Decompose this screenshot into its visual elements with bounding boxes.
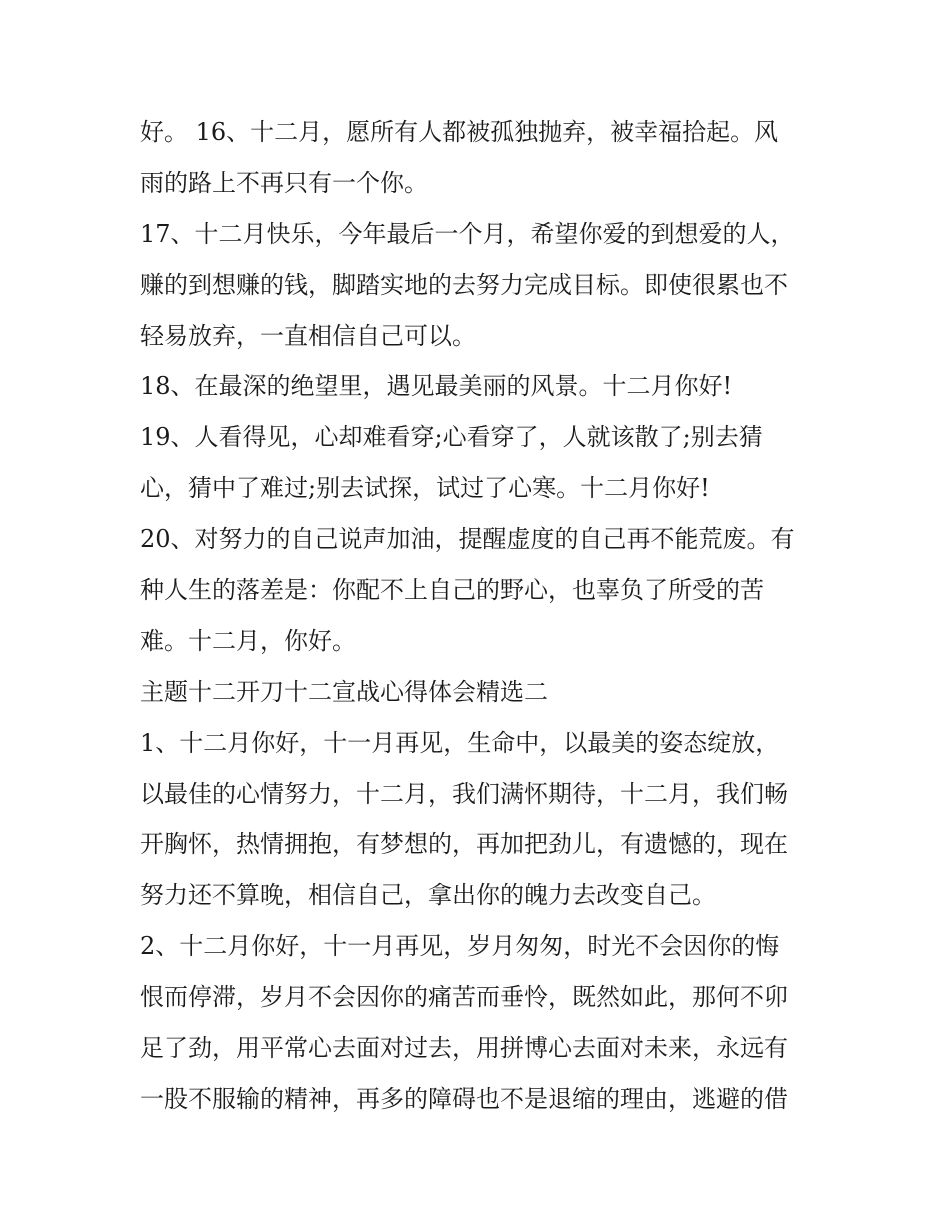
text-line: 18、在最深的绝望里，遇见最美丽的风景。十二月你好! <box>140 372 733 401</box>
text-line: 雨的路上不再只有一个你。 <box>140 168 428 197</box>
text-line: 1、十二月你好，十一月再见，生命中，以最美的姿态绽放， <box>140 728 780 757</box>
text-line: 一股不服输的精神，再多的障碍也不是退缩的理由，逃避的借 <box>140 1084 788 1113</box>
text-line: 2、十二月你好，十一月再见，岁月匆匆，时光不会因你的悔 <box>140 932 780 961</box>
text-line: 足了劲，用平常心去面对过去，用拼博心去面对未来，永远有 <box>140 1034 788 1063</box>
body-text <box>140 107 820 1125</box>
text-line: 开胸怀，热情拥抱，有梦想的，再加把劲儿，有遗憾的，现在 <box>140 830 788 859</box>
text-line: 20、对努力的自己说声加油，提醒虚度的自己再不能荒废。有 <box>140 525 795 554</box>
section-heading: 主题十二开刀十二宣战心得体会精选二 <box>140 677 548 706</box>
text-line: 难。十二月，你好。 <box>140 626 356 655</box>
text-line: 以最佳的心情努力，十二月，我们满怀期待，十二月，我们畅 <box>140 779 788 808</box>
text-line: 心，猜中了难过;别去试探，试过了心寒。十二月你好! <box>140 474 710 503</box>
text-line: 轻易放弃，一直相信自己可以。 <box>140 321 476 350</box>
text-line: 赚的到想赚的钱，脚踏实地的去努力完成目标。即使很累也不 <box>140 270 788 299</box>
text-line: 19、人看得见，心却难看穿;心看穿了，人就该散了;别去猜 <box>140 423 763 452</box>
text-line: 恨而停滞，岁月不会因你的痛苦而垂怜，既然如此，那何不卯 <box>140 983 788 1012</box>
text-line: 好。 16、十二月，愿所有人都被孤独抛弃，被幸福拾起。风 <box>140 118 779 146</box>
text-line: 努力还不算晚，相信自己，拿出你的魄力去改变自己。 <box>140 881 716 910</box>
text-line: 种人生的落差是：你配不上自己的野心，也辜负了所受的苦 <box>140 576 764 605</box>
text-line: 17、十二月快乐，今年最后一个月，希望你爱的到想爱的人， <box>140 219 795 248</box>
